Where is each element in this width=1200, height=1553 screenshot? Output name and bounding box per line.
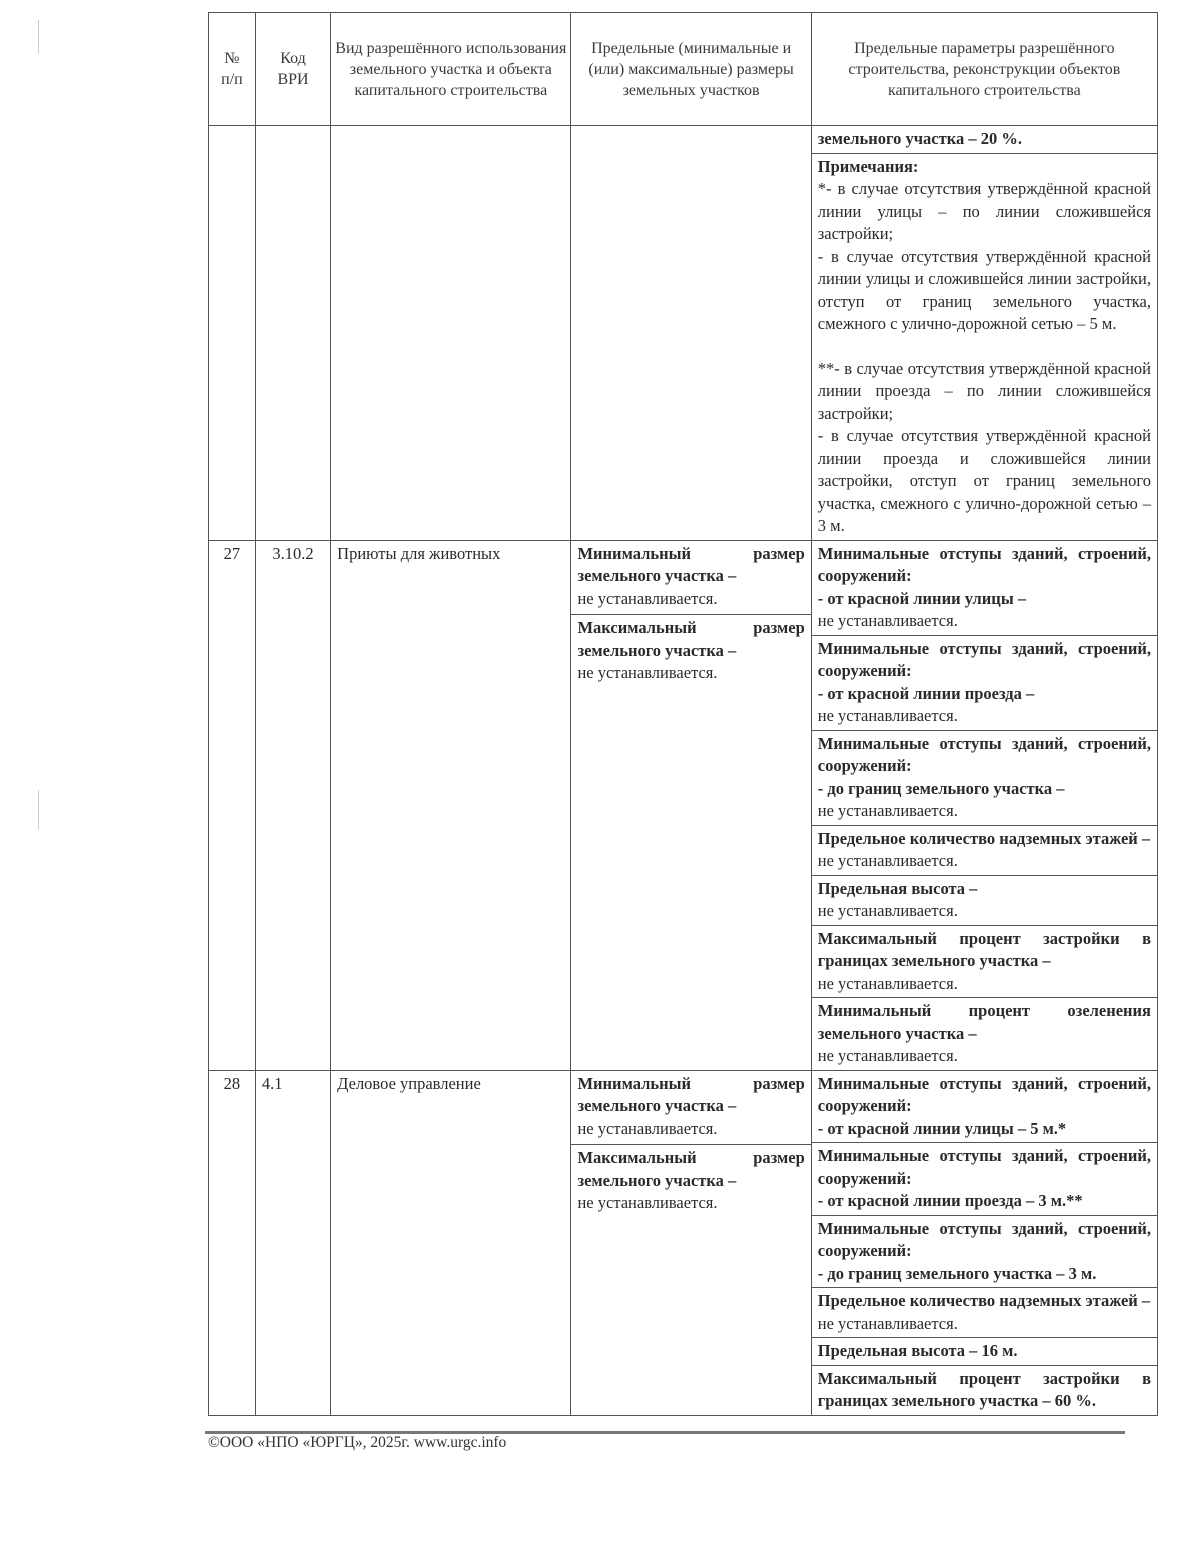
header-code: Код ВРИ	[255, 13, 330, 126]
notes-block	[812, 154, 1157, 540]
max-size-block	[571, 1145, 810, 1219]
parameter-cell	[812, 998, 1157, 1070]
table-row	[209, 1070, 1158, 1415]
max-size-label: Максимальный размер земельного участка –	[577, 1148, 805, 1190]
parameter-label: Минимальные отступы зданий, строений, сооружений: - от красной линии проезда –	[817, 638, 1151, 703]
parameter-cell	[812, 636, 1157, 731]
row-plot-size	[571, 540, 811, 1070]
parameter-value: не устанавливается.	[817, 901, 958, 920]
parameter-label: Минимальные отступы зданий, строений, сооружений: - от красной линии улицы – 5 м.*	[817, 1073, 1151, 1138]
min-size-label: Минимальный размер земельного участка –	[577, 543, 805, 585]
min-size-block	[571, 541, 810, 616]
parameter-cell	[812, 876, 1157, 926]
parameter-cell	[812, 1288, 1157, 1338]
note-item: - в случае отсутствия утверждённой красной линии проезда и сложившейся линии застройки, отступ от границ земельного участка, смежного с улично-дорожной сетью – 3 м.	[817, 426, 1151, 535]
parameter-label: Предельная высота – 16 м.	[817, 1341, 1018, 1360]
parameter-label: Минимальные отступы зданий, строений, сооружений: - до границ земельного участка – 3 м.	[817, 1218, 1151, 1283]
parameter-cell	[812, 1143, 1157, 1216]
parameter-cell	[812, 1071, 1157, 1144]
continuation-row	[209, 126, 1158, 541]
min-size-block	[571, 1071, 810, 1146]
parameter-label: Максимальный процент застройки в границах земельного участка –	[817, 928, 1151, 970]
min-size-label: Минимальный размер земельного участка –	[577, 1073, 805, 1115]
header-permitted-use: Вид разрешённого использования земельного участка и объекта капитального строительства	[331, 13, 571, 126]
row-permitted-use: Деловое управление	[331, 1070, 571, 1415]
continuation-first-line: земельного участка – 20 %.	[812, 126, 1157, 154]
max-size-value: не устанавливается.	[577, 1193, 718, 1212]
parameter-label: Предельное количество надземных этажей –	[817, 1291, 1151, 1310]
row-plot-size	[571, 1070, 811, 1415]
note-item: - в случае отсутствия утверждённой красной линии улицы и сложившейся линии застройки, отступ от границ земельного участка, смежного с улично-дорожной сетью – 5 м.	[817, 246, 1151, 333]
parameter-cell	[812, 1216, 1157, 1289]
parameter-cell	[812, 926, 1157, 999]
parameter-cell	[812, 731, 1157, 826]
max-size-value: не устанавливается.	[577, 663, 718, 682]
header-parameters: Предельные параметры разрешённого строительства, реконструкции объектов капитального строительства	[811, 13, 1157, 126]
parameter-label: Минимальные отступы зданий, строений, сооружений: - от красной линии проезда – 3 м.**	[817, 1146, 1151, 1210]
parameter-label: Минимальный процент озеленения земельного участка –	[817, 1001, 1151, 1043]
scan-margin-mark	[38, 790, 39, 830]
note-item: **- в случае отсутствия утверждённой красной линии проезда – по линии сложившейся застройки;	[817, 358, 1151, 423]
regulations-table	[208, 12, 1158, 1416]
row-number: 27	[209, 540, 256, 1070]
table-header-row	[209, 13, 1158, 126]
parameter-value: не устанавливается.	[817, 801, 958, 820]
row-permitted-use: Приюты для животных	[331, 540, 571, 1070]
note-item: *- в случае отсутствия утверждённой красной линии улицы – по линии сложившейся застройки;	[817, 179, 1151, 243]
parameter-value: не устанавливается.	[817, 973, 958, 993]
max-size-block	[571, 615, 810, 689]
row-number: 28	[209, 1070, 256, 1415]
notes-title: Примечания:	[817, 156, 919, 176]
header-number: № п/п	[209, 13, 256, 126]
row-parameters	[811, 1070, 1157, 1415]
page-footer: ©ООО «НПО «ЮРГЦ», 2025г. www.urgc.info	[208, 1434, 507, 1451]
parameter-cell	[812, 1338, 1157, 1366]
parameter-value: не устанавливается.	[817, 611, 958, 630]
parameter-value: не устанавливается.	[817, 1046, 958, 1065]
table-row	[209, 540, 1158, 1070]
header-plot-size: Предельные (минимальные и (или) максимальные) размеры земельных участков	[571, 13, 811, 126]
row-code: 4.1	[255, 1070, 330, 1415]
row-parameters	[811, 540, 1157, 1070]
parameter-cell	[812, 541, 1157, 636]
max-size-label: Максимальный размер земельного участка –	[577, 618, 805, 660]
parameter-value: не устанавливается.	[817, 706, 958, 725]
parameter-label: Предельная высота –	[817, 878, 978, 898]
parameter-label: Минимальные отступы зданий, строений, сооружений: - от красной линии улицы –	[817, 543, 1151, 608]
parameter-value: не устанавливается.	[817, 851, 958, 870]
parameter-label: Предельное количество надземных этажей –	[817, 828, 1151, 848]
parameter-cell	[812, 826, 1157, 876]
parameter-cell	[812, 1366, 1157, 1415]
parameter-value: не устанавливается.	[817, 1313, 958, 1333]
scan-margin-mark	[38, 20, 39, 54]
row-code: 3.10.2	[255, 540, 330, 1070]
min-size-value: не устанавливается.	[577, 1118, 718, 1138]
parameter-label: Максимальный процент застройки в границах земельного участка – 60 %.	[817, 1368, 1151, 1410]
parameter-label: Минимальные отступы зданий, строений, сооружений: - до границ земельного участка –	[817, 733, 1151, 798]
min-size-value: не устанавливается.	[577, 588, 718, 608]
